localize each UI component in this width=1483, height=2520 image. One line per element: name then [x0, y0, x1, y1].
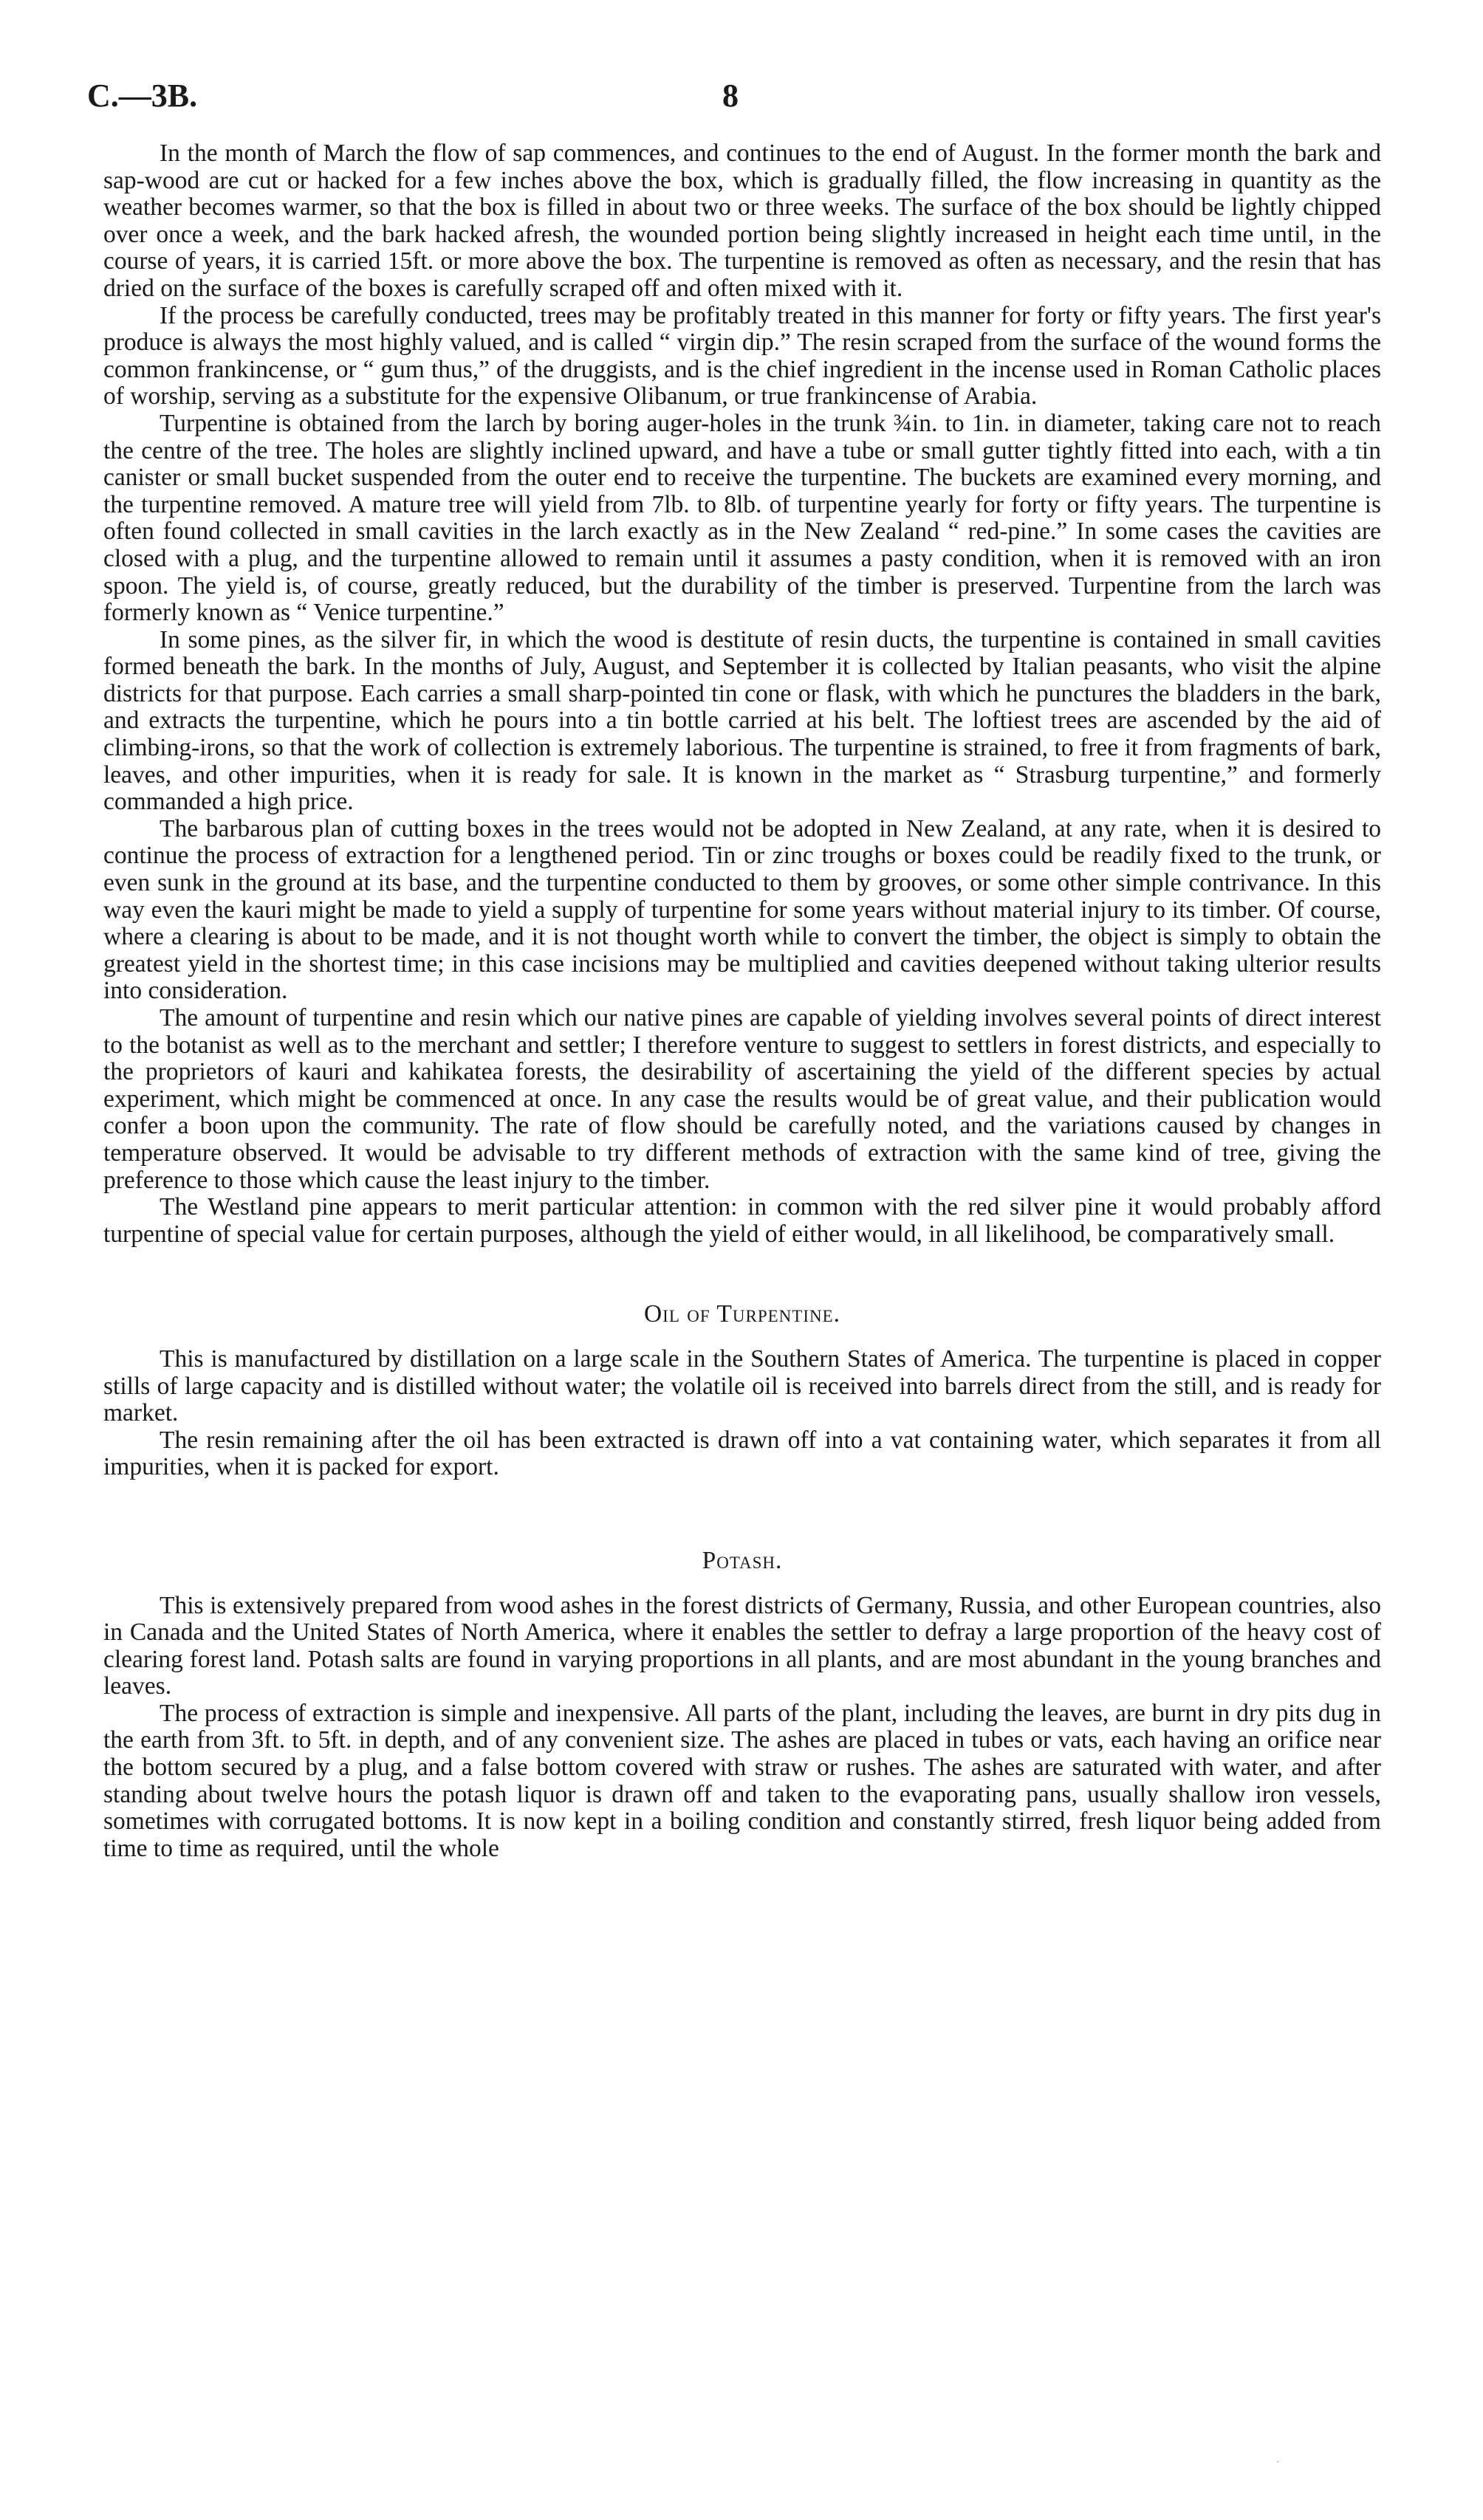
- paragraph: In some pines, as the silver fir, in which the wood is destitute of resin ducts, the turpentine is contained in small cavities formed beneath the bark. In the months of July, August, and September it is collected by Italian peasants, who visit the alpine districts for that purpose. Each carries a small sharp-pointed tin cone or flask, with which he punctures the bladders in the bark, and extracts the turpentine, which he pours into a tin bottle carried at his belt. The loftiest trees are ascended by the aid of climbing-irons, so that the work of collection is extremely laborious. The turpentine is strained, to free it from fragments of bark, leaves, and other impurities, when it is ready for sale. It is known in the market as “ Strasburg turpentine,” and formerly commanded a high price.: [103, 625, 1381, 816]
- paragraph: If the process be carefully conducted, trees may be profitably treated in this manner for forty or fifty years. The first year's produce is always the most highly valued, and is called “ virgin dip.” The resin scraped from the surface of the wound forms the common frankincense, or “ gum thus,” of the druggists, and is the chief ingredient in the incense used in Roman Catholic places of worship, serving as a substitute for the expensive Olibanum, or true frankincense of Arabia.: [103, 301, 1381, 411]
- paragraph: The Westland pine appears to merit particular attention: in common with the red silver pine it would probably afford turpentine of special value for certain purposes, although the yield of either would, in all likelihood, be comparatively small.: [103, 1193, 1381, 1248]
- paragraph: This is manufactured by distillation on a large scale in the Southern States of America. The turpentine is placed in copper stills of large capacity and is distilled without water; the volatile oil is received into barrels direct from the still, and is ready for market.: [103, 1345, 1381, 1427]
- page-number: 8: [722, 78, 739, 114]
- document-reference: C.—3B.: [87, 78, 198, 114]
- paragraph: The resin remaining after the oil has been extracted is drawn off into a vat containing water, which separates it from all impurities, when it is packed for export.: [103, 1426, 1381, 1481]
- paragraph: This is extensively prepared from wood ashes in the forest districts of Germany, Russia, and other European countries, also in Canada and the United States of North America, where it enables the settler to defray a large proportion of the heavy cost of clearing forest land. Potash salts are found in varying proportions in all plants, and are most abundant in the young branches and leaves.: [103, 1591, 1381, 1700]
- body-text: [103, 140, 1381, 1862]
- paragraph: In the month of March the flow of sap commences, and continues to the end of August. In the former month the bark and sap-wood are cut or hacked for a few inches above the box, which is gradually filled, the flow increasing in quantity as the weather becomes warmer, so that the box is filled in about two or three weeks. The surface of the box should be lightly chipped over once a week, and the bark hacked afresh, the wounded portion being slightly increased in height each time until, in the course of years, it is carried 15ft. or more above the box. The turpentine is removed as often as necessary, and the resin that has dried on the surface of the boxes is carefully scraped off and often mixed with it.: [103, 140, 1381, 302]
- paragraph: The process of extraction is simple and inexpensive. All parts of the plant, including the leaves, are burnt in dry pits dug in the earth from 3ft. to 5ft. in depth, and of any convenient size. The ashes are placed in tubes or vats, each having an orifice near the bottom secured by a plug, and a false bottom covered with straw or rushes. The ashes are saturated with water, and after standing about twelve hours the potash liquor is drawn off and taken to the evaporating pans, usually shallow iron vessels, sometimes with corrugated bottoms. It is now kept in a boiling condition and constantly stirred, fresh liquor being added from time to time as required, until the whole: [103, 1699, 1381, 1862]
- page-header: [87, 77, 1396, 121]
- section-heading-potash: Potash.: [702, 1546, 783, 1574]
- section-heading-oil-of-turpentine: Oil of Turpentine.: [643, 1300, 841, 1328]
- paragraph: Turpentine is obtained from the larch by boring auger-holes in the trunk ¾in. to 1in. in diameter, taking care not to reach the centre of the tree. The holes are slightly inclined upward, and have a tube or small gutter tightly fitted into each, with a tin canister or small bucket suspended from the outer end to receive the turpentine. The buckets are examined every morning, and the turpentine removed. A mature tree will yield from 7lb. to 8lb. of turpentine yearly for forty or fifty years. The turpentine is often found collected in small cavities in the larch exactly as in the New Zealand “ red-pine.” In some cases the cavities are closed with a plug, and the turpentine allowed to remain until it assumes a pasty condition, when it is removed with an iron spoon. The yield is, of course, greatly reduced, but the durability of the timber is preserved. Turpentine from the larch was formerly known as “ Venice turpentine.”: [103, 409, 1381, 627]
- paragraph: The amount of turpentine and resin which our native pines are capable of yielding involves several points of direct interest to the botanist as well as to the merchant and settler; I therefore venture to suggest to settlers in forest districts, and especially to the proprietors of kauri and kahikatea forests, the desirability of ascertaining the yield of the different species by actual experiment, which might be commenced at once. In any case the results would be of great value, and their publication would confer a boon upon the community. The rate of flow should be carefully noted, and the variations caused by changes in temperature observed. It would be advisable to try different methods of extraction with the same kind of tree, giving the preference to those which cause the least injury to the timber.: [103, 1004, 1381, 1194]
- page-speck: ·: [1276, 2457, 1280, 2468]
- paragraph: The barbarous plan of cutting boxes in the trees would not be adopted in New Zealand, at any rate, when it is desired to continue the process of extraction for a lengthened period. Tin or zinc troughs or boxes could be readily fixed to the trunk, or even sunk in the ground at its base, and the turpentine conducted to them by grooves, or some other simple contrivance. In this way even the kauri might be made to yield a supply of turpentine for some years without material injury to its timber. Of course, where a clearing is about to be made, and it is not thought worth while to convert the timber, the object is simply to obtain the greatest yield in the shortest time; in this case incisions may be multiplied and cavities deepened without taking ulterior results into consideration.: [103, 814, 1381, 1005]
